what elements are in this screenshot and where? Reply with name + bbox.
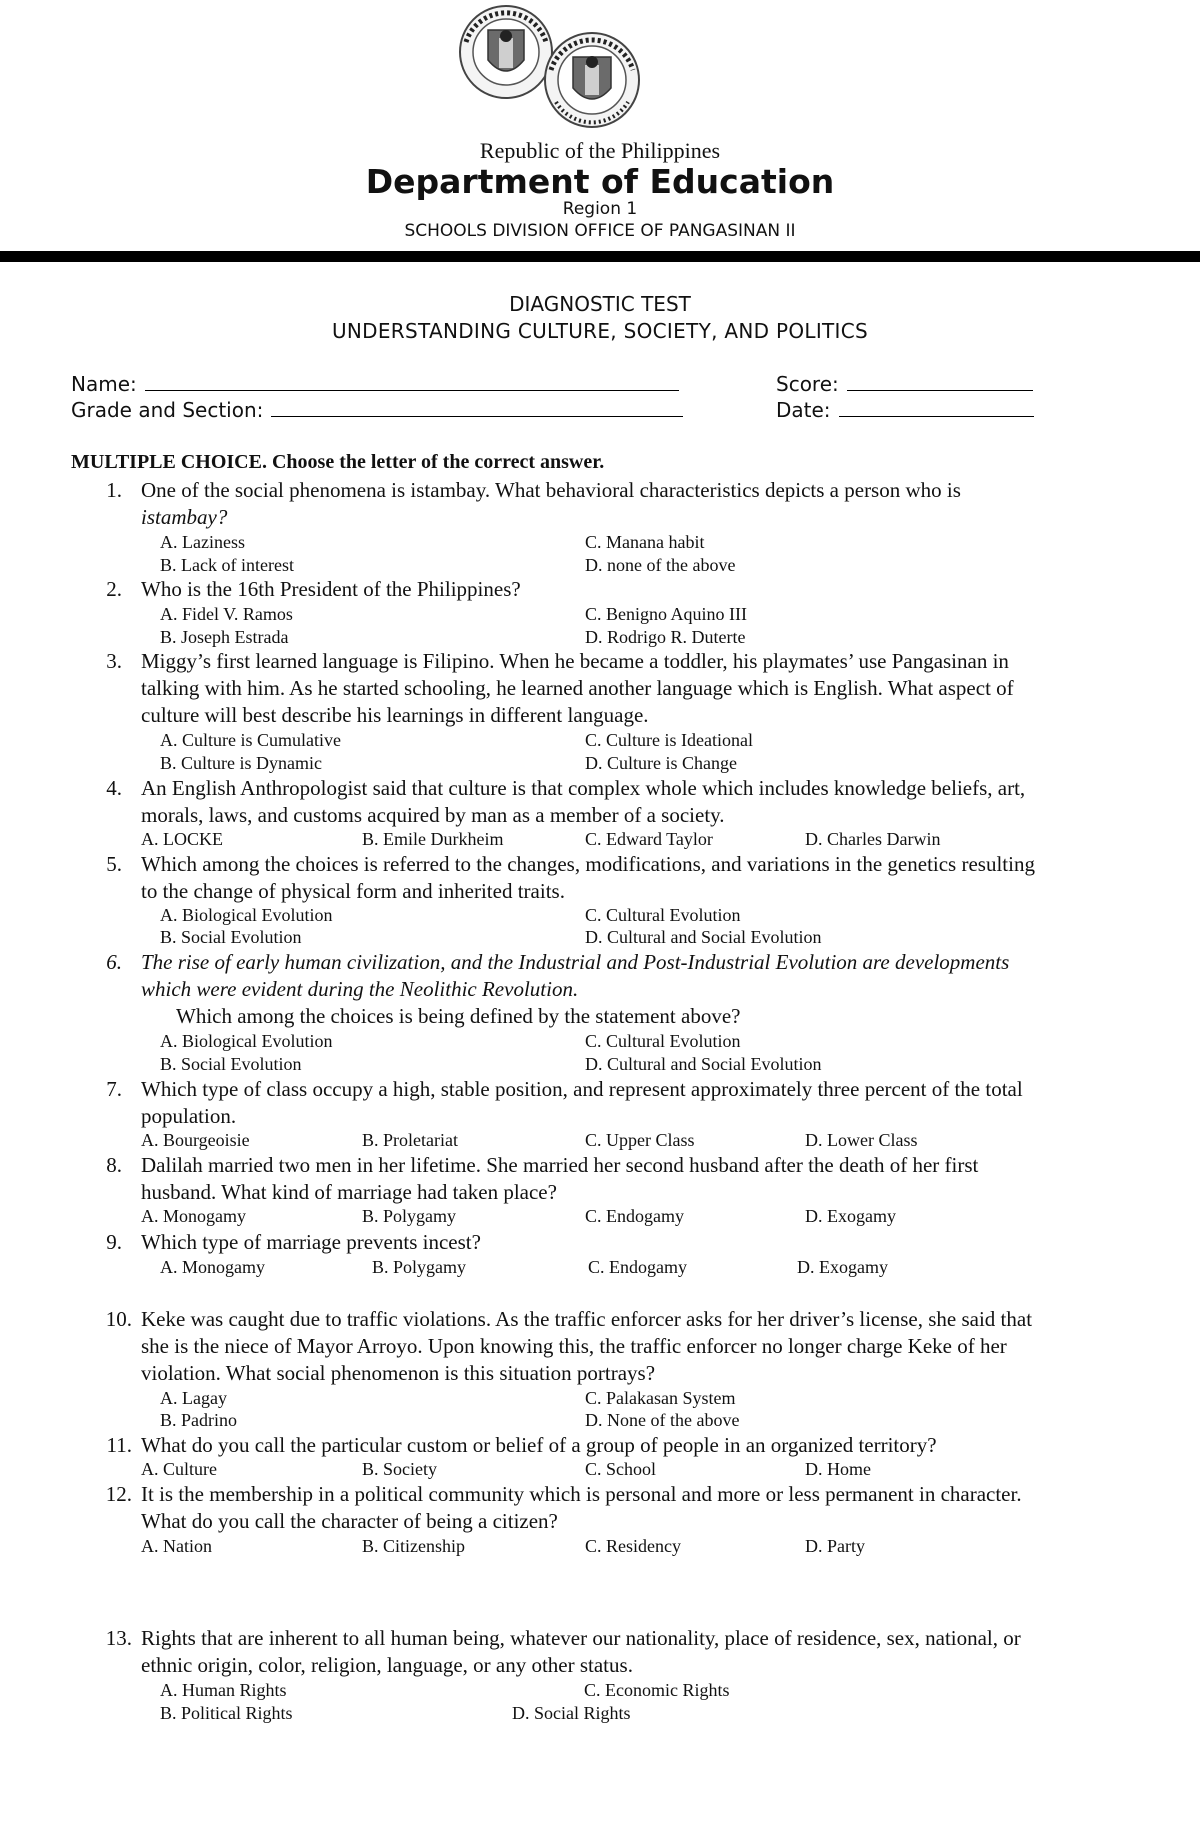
question-number: 11. [106,1433,132,1457]
question-text: Which among the choices is referred to the changes, modifications, and variations in the genetics resulting [141,852,1035,876]
question-text: she is the niece of Mayor Arroyo. Upon knowing this, the traffic enforcer no longer charge Keke of her [141,1334,1007,1358]
question-number: 5. [106,852,122,876]
grade-section-blank[interactable] [271,396,683,417]
seal-left [460,6,552,98]
choice-c[interactable]: C. Residency [585,1536,681,1556]
header-divider [0,251,1200,262]
choice-a[interactable]: A. Nation [141,1536,212,1556]
question-text: An English Anthropologist said that culture is that complex whole which includes knowledge beliefs, art, [141,776,1026,800]
choice-c[interactable]: C. School [585,1459,657,1479]
instructions: MULTIPLE CHOICE. Choose the letter of the correct answer. [71,451,605,473]
question-number: 9. [106,1230,122,1254]
choice-c[interactable]: C. Endogamy [585,1206,684,1226]
choice-d[interactable]: D. Exogamy [797,1257,888,1277]
choice-c[interactable]: C. Cultural Evolution [585,1031,741,1051]
choice-d[interactable]: D. Rodrigo R. Duterte [585,627,746,647]
score-blank[interactable] [847,370,1033,391]
question-text: to the change of physical form and inherited traits. [141,879,565,903]
choice-b[interactable]: B. Social Evolution [160,1054,302,1074]
choice-d[interactable]: D. Party [805,1536,865,1556]
choice-a[interactable]: A. Culture [141,1459,217,1479]
choice-a[interactable]: A. Monogamy [160,1257,265,1277]
date-blank[interactable] [839,396,1034,417]
question-number: 10. [105,1307,132,1331]
question-text: population. [141,1104,237,1128]
choice-a[interactable]: A. Biological Evolution [160,1031,333,1051]
choice-b[interactable]: B. Society [362,1459,437,1479]
choice-b[interactable]: B. Citizenship [362,1536,465,1556]
grade-section-field[interactable] [71,396,683,422]
choice-d[interactable]: D. Home [805,1459,871,1479]
choice-c[interactable]: C. Endogamy [588,1257,687,1277]
choice-b[interactable]: B. Emile Durkheim [362,829,504,849]
choice-d[interactable]: D. Culture is Change [585,753,737,773]
question-text: Miggy’s first learned language is Filipino. When he became a toddler, his playmates’ use Pangasinan in [141,649,1009,673]
choice-b[interactable]: B. Polygamy [372,1257,467,1277]
question-text: Who is the 16th President of the Philippines? [141,577,521,601]
choice-d[interactable]: D. Cultural and Social Evolution [585,927,822,947]
seal-right [545,33,639,127]
question-number: 6. [106,950,122,974]
choice-a[interactable]: A. Culture is Cumulative [160,730,341,750]
choice-c[interactable]: C. Economic Rights [584,1680,730,1700]
test-title: DIAGNOSTIC TEST [509,292,691,316]
deped-seals [452,2,660,130]
choice-a[interactable]: A. Human Rights [160,1680,287,1700]
choice-c[interactable]: C. Palakasan System [585,1388,736,1408]
question-number: 12. [105,1482,132,1506]
department-title: Department of Education [365,162,835,201]
question-text: Dalilah married two men in her lifetime. She married her second husband after the death of her first [141,1153,979,1177]
question-text: The rise of early human civilization, and the Industrial and Post-Industrial Evolution are developments [141,950,1010,974]
question-text: istambay? [141,505,228,529]
choice-a[interactable]: A. Bourgeoisie [141,1130,250,1150]
choice-a[interactable]: A. Monogamy [141,1206,246,1226]
choice-d[interactable]: D. Social Rights [512,1703,631,1723]
date-label: Date: [776,398,831,422]
question-text: Which type of marriage prevents incest? [141,1230,481,1254]
test-subject: UNDERSTANDING CULTURE, SOCIETY, AND POLITICS [331,319,869,343]
question-text: which were evident during the Neolithic Revolution. [141,977,579,1001]
question-number: 1. [106,478,122,502]
choice-b[interactable]: B. Political Rights [160,1703,293,1723]
choice-d[interactable]: D. none of the above [585,555,736,575]
choice-d[interactable]: D. Exogamy [805,1206,896,1226]
choice-c[interactable]: C. Cultural Evolution [585,905,741,925]
question-text: What do you call the particular custom or belief of a group of people in an organized territory? [141,1433,937,1457]
question-number: 4. [106,776,122,800]
choice-a[interactable]: A. Laziness [160,532,245,552]
choice-b[interactable]: B. Padrino [160,1410,238,1430]
question-text: Which type of class occupy a high, stable position, and represent approximately three percent of the total [141,1077,1023,1101]
choice-d[interactable]: D. Cultural and Social Evolution [585,1054,822,1074]
republic-line: Republic of the Philippines [479,138,721,163]
choice-a[interactable]: A. Biological Evolution [160,905,333,925]
question-text: violation. What social phenomenon is this situation portrays? [141,1361,656,1385]
deped-seal-logo [452,2,660,130]
question-text: husband. What kind of marriage had taken place? [141,1180,557,1204]
choice-c[interactable]: C. Edward Taylor [585,829,713,849]
score-label: Score: [776,372,839,396]
question-text: Rights that are inherent to all human being, whatever our nationality, place of residence, sex, national, or [141,1626,1021,1650]
question-text: talking with him. As he started schooling, he learned another language which is English. What aspect of [141,676,1014,700]
question-number: 13. [105,1626,132,1650]
score-field[interactable] [776,370,1033,396]
question-text: culture will best describe his learnings in different language. [141,703,649,727]
choice-b[interactable]: B. Social Evolution [160,927,302,947]
question-number: 8. [106,1153,122,1177]
question-text: morals, laws, and customs acquired by man as a member of a society. [141,803,725,827]
choice-c[interactable]: C. Benigno Aquino III [585,604,747,624]
choice-d[interactable]: D. Charles Darwin [805,829,941,849]
question-text: Which among the choices is being defined by the statement above? [176,1004,741,1028]
choice-d[interactable]: D. Lower Class [805,1130,918,1150]
name-blank[interactable] [145,370,679,391]
choice-b[interactable]: B. Culture is Dynamic [160,753,322,773]
choice-d[interactable]: D. None of the above [585,1410,740,1430]
choice-a[interactable]: A. Fidel V. Ramos [160,604,293,624]
choice-a[interactable]: A. Lagay [160,1388,227,1408]
question-text: It is the membership in a political community which is personal and more or less permanent in character. [141,1482,1022,1506]
choice-b[interactable]: B. Polygamy [362,1206,457,1226]
name-label: Name: [71,372,137,396]
choice-c[interactable]: C. Culture is Ideational [585,730,753,750]
choice-b[interactable]: B. Joseph Estrada [160,627,289,647]
choice-b[interactable]: B. Lack of interest [160,555,294,575]
question-number: 7. [106,1077,122,1101]
question-text: Keke was caught due to traffic violations. As the traffic enforcer asks for her driver’s license, she said that [141,1307,1033,1331]
division-line: SCHOOLS DIVISION OFFICE OF PANGASINAN II [404,221,796,241]
question-text: One of the social phenomena is istambay. What behavioral characteristics depicts a person who is [141,478,961,502]
name-field[interactable] [71,370,679,396]
question-number: 3. [106,649,122,673]
choice-c[interactable]: C. Manana habit [585,532,705,552]
date-field[interactable] [776,396,1034,422]
choice-a[interactable]: A. LOCKE [141,829,223,849]
question-text: What do you call the character of being a citizen? [141,1509,558,1533]
choice-b[interactable]: B. Proletariat [362,1130,458,1150]
region-line: Region 1 [562,199,638,219]
question-number: 2. [106,577,122,601]
choice-c[interactable]: C. Upper Class [585,1130,695,1150]
question-text: ethnic origin, color, religion, language, or any other status. [141,1653,633,1677]
grade-section-label: Grade and Section: [71,398,264,422]
